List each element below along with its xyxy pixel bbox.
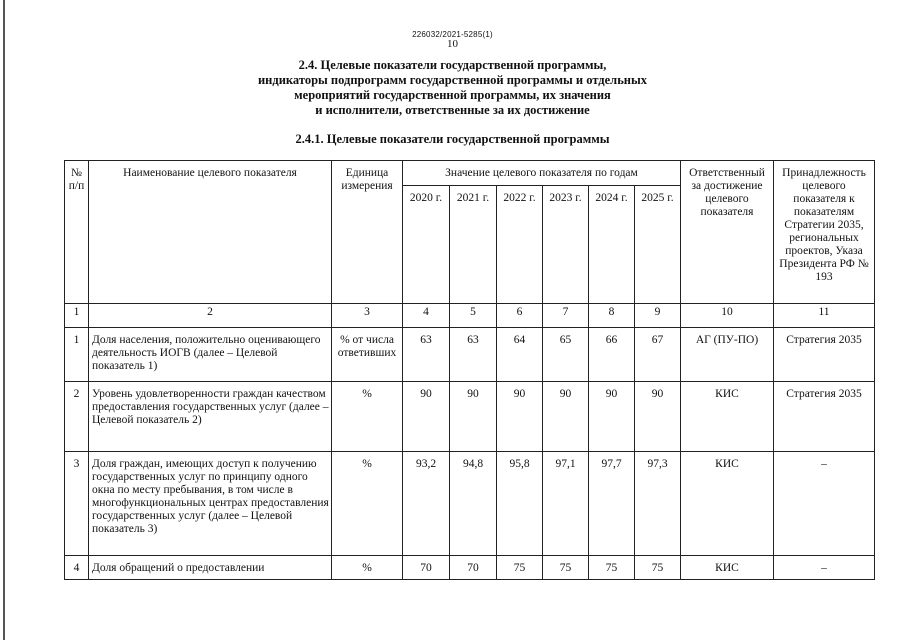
header-year: 2022 г. [497, 186, 543, 304]
row-num: 1 [65, 328, 89, 382]
row-belonging: Стратегия 2035 [774, 328, 875, 382]
row-belonging: – [774, 452, 875, 556]
row-value: 65 [543, 328, 589, 382]
header-year: 2023 г. [543, 186, 589, 304]
row-value: 90 [450, 382, 497, 452]
header-row [65, 161, 875, 186]
header-year: 2020 г. [403, 186, 450, 304]
column-number: 7 [543, 304, 589, 328]
header-year: 2021 г. [450, 186, 497, 304]
row-name: Доля населения, положительно оценивающего деятельность ИОГВ (далее – Целевой показатель 1) [89, 328, 332, 382]
row-value: 90 [543, 382, 589, 452]
heading-line: индикаторы подпрограмм государственной программы и отдельных [257, 73, 648, 87]
page-number: 10 [447, 38, 458, 50]
row-value: 64 [497, 328, 543, 382]
row-unit: % от числа ответивших [332, 328, 403, 382]
row-belonging: – [774, 556, 875, 580]
row-name: Доля граждан, имеющих доступ к получению государственных услуг по принципу одного окна по месту пребывания, в том числе в многофункциональных центрах предоставления государственных услуг (далее – Целевой показатель 3) [89, 452, 332, 556]
row-value: 90 [497, 382, 543, 452]
row-value: 63 [403, 328, 450, 382]
row-value: 97,7 [589, 452, 635, 556]
row-value: 66 [589, 328, 635, 382]
column-number: 4 [403, 304, 450, 328]
row-unit: % [332, 452, 403, 556]
row-value: 90 [635, 382, 681, 452]
row-value: 93,2 [403, 452, 450, 556]
column-number: 5 [450, 304, 497, 328]
column-number: 10 [681, 304, 774, 328]
table-row [65, 452, 875, 556]
row-num: 4 [65, 556, 89, 580]
row-belonging: Стратегия 2035 [774, 382, 875, 452]
row-value: 75 [589, 556, 635, 580]
row-responsible: КИС [681, 382, 774, 452]
row-num: 3 [65, 452, 89, 556]
row-value: 75 [497, 556, 543, 580]
row-name: Доля обращений о предоставлении [89, 556, 332, 580]
row-value: 90 [589, 382, 635, 452]
column-numbers-row [65, 304, 875, 328]
header-year: 2025 г. [635, 186, 681, 304]
column-number: 1 [65, 304, 89, 328]
column-number: 11 [774, 304, 875, 328]
table-row [65, 556, 875, 580]
column-number: 8 [589, 304, 635, 328]
header-num: № п/п [65, 161, 89, 304]
row-value: 75 [635, 556, 681, 580]
row-value: 70 [403, 556, 450, 580]
heading-line: мероприятий государственной программы, их значения [294, 88, 611, 102]
subsection-heading: 2.4.1. Целевые показатели государственной программы [295, 132, 610, 146]
row-value: 70 [450, 556, 497, 580]
row-value: 94,8 [450, 452, 497, 556]
column-number: 6 [497, 304, 543, 328]
header-unit: Единица измерения [332, 161, 403, 304]
row-unit: % [332, 556, 403, 580]
row-value: 75 [543, 556, 589, 580]
row-responsible: КИС [681, 452, 774, 556]
row-name: Уровень удовлетворенности граждан качеством предоставления государственных услуг (далее – Целевой показатель 2) [89, 382, 332, 452]
row-value: 67 [635, 328, 681, 382]
row-value: 95,8 [497, 452, 543, 556]
header-belonging: Принадлежность целевого показателя к показателям Стратегии 2035, региональных проектов, Указа Президента РФ № 193 [774, 161, 875, 304]
row-value: 97,1 [543, 452, 589, 556]
header-year: 2024 г. [589, 186, 635, 304]
heading-line: 2.4. Целевые показатели государственной программы, [298, 58, 607, 72]
header-responsible: Ответственный за достижение целевого показателя [681, 161, 774, 304]
section-heading [0, 58, 905, 118]
row-value: 97,3 [635, 452, 681, 556]
row-responsible: АГ (ПУ-ПО) [681, 328, 774, 382]
column-number: 3 [332, 304, 403, 328]
row-value: 90 [403, 382, 450, 452]
column-number: 9 [635, 304, 681, 328]
heading-line: и исполнители, ответственные за их достижение [315, 103, 590, 117]
table-row [65, 328, 875, 382]
row-unit: % [332, 382, 403, 452]
document-id: 226032/2021-5285(1) [412, 30, 493, 39]
row-responsible: КИС [681, 556, 774, 580]
row-num: 2 [65, 382, 89, 452]
column-number: 2 [89, 304, 332, 328]
row-value: 63 [450, 328, 497, 382]
header-name: Наименование целевого показателя [89, 161, 332, 304]
table-row [65, 382, 875, 452]
header-values-group: Значение целевого показателя по годам [403, 161, 681, 186]
target-indicators-table [64, 160, 875, 580]
